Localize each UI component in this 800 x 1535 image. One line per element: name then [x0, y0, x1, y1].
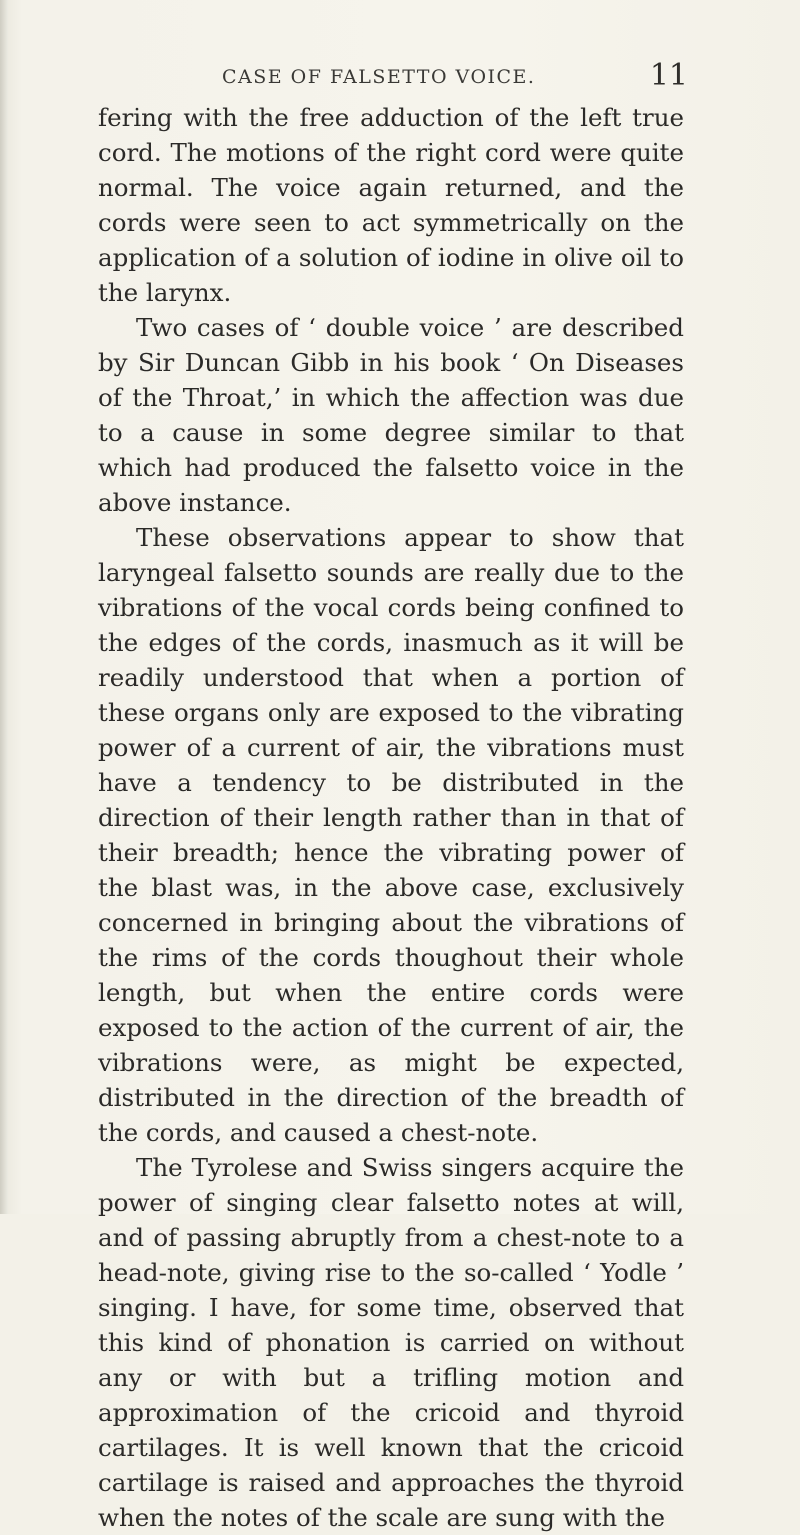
running-head [96, 58, 688, 98]
running-title: CASE OF FALSETTO VOICE. [222, 66, 536, 88]
paragraph-continuation: fering with the free adduction of the left true cord. The motions of the right cord were quite normal. The voice again returned, and the cords were seen to act symmetrically on the application of a solution of iodine in olive oil to the larynx. [98, 103, 684, 307]
paragraph-double-voice: Two cases of ‘ double voice ’ are described by Sir Duncan Gibb in his book ‘ On Diseases of the Throat,’ in which the affection was due to a cause in some degree similar to that which had produced the falsetto voice in the above instance. [98, 313, 684, 517]
page-spine-edge [0, 0, 8, 1214]
paragraph-observations: These observations appear to show that laryngeal falsetto sounds are really due to the vibrations of the vocal cords being confined to the edges of the cords, inasmuch as it will be readily understood that when a portion of these organs only are exposed to the vibrating power of a current of air, the vibrations must have a tendency to be distributed in the direction of their length rather than in that of their breadth; hence the vibrating power of the blast was, in the above case, exclusively concerned in bringing about the vibrations of the rims of the cords thoughout their whole length, but when the entire cords were exposed to the action of the current of air, the vibrations were, as might be expected, distributed in the direction of the breadth of the cords, and caused a chest-note. [98, 523, 684, 1147]
page-number: 11 [649, 58, 688, 93]
body-text [98, 100, 684, 1535]
paragraph-tyrolese-singers: The Tyrolese and Swiss singers acquire the power of singing clear falsetto notes at will, and of passing abruptly from a chest-note to a head-note, giving rise to the so-called ‘ Yodle ’ singing. I have, for some time, observed that this kind of phonation is carried on without any or with but a trifling motion and approximation of the cricoid and thyroid cartilages. It is well known that the cricoid cartilage is raised and approaches the thyroid when the notes of the scale are sung with the [98, 1153, 684, 1532]
